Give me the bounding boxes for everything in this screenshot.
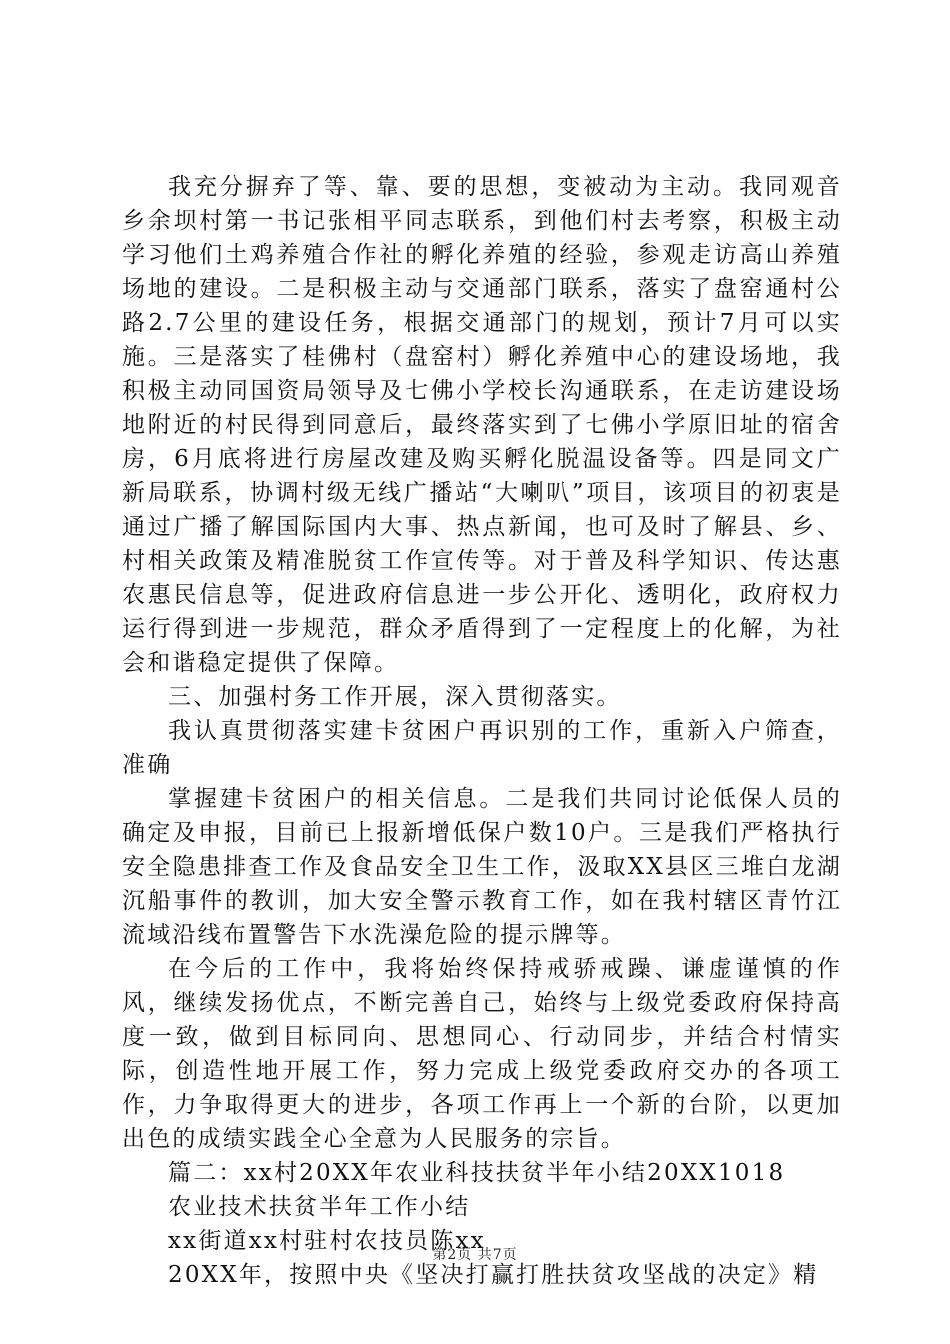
- article-title: 篇二：xx村20XX年农业科技扶贫半年小结20XX1018: [168, 1160, 786, 1186]
- author-line: xx街道xx村驻村农技员陈xx: [168, 1228, 486, 1254]
- section-heading: 三、加强村务工作开展，深入贯彻落实。: [168, 684, 622, 710]
- paragraph: 在今后的工作中，我将始终保持戒骄戒躁、谦虚谨慎的作风，继续发扬优点，不断完善自己，始终与上级党委政府保持高度一致，做到目标同向、思想同心、行动同步，并结合村情实际，创造性地开展工作，努力完成上级党委政府交办的各项工作，力争取得更大的进步，各项工作再上一个新的台阶，以更加出色的成绩实践全心全意为人民服务的宗旨。: [122, 956, 842, 1152]
- paragraph: 20XX年，按照中央《坚决打赢打胜扶贫攻坚战的决定》精: [168, 1262, 819, 1288]
- paragraph: 掌握建卡贫困户的相关信息。二是我们共同讨论低保人员的确定及申报，目前已上报新增低保户数10户。三是我们严格执行安全隐患排查工作及食品安全卫生工作，汲取XX县区三堆白龙湖沉船事件的教训，加大安全警示教育工作，如在我村辖区青竹江流域沿线布置警告下水洗澡危险的提示牌等。: [122, 786, 842, 948]
- paragraph: 我充分摒弃了等、靠、要的思想，变被动为主动。我同观音乡余坝村第一书记张相平同志联系，到他们村去考察，积极主动学习他们土鸡养殖合作社的孵化养殖的经验，参观走访高山养殖场地的建设。二是积极主动与交通部门联系，落实了盘窑通村公路2.7公里的建设任务，根据交通部门的规划，预计7月可以实施。三是落实了桂佛村（盘窑村）孵化养殖中心的建设场地，我积极主动同国资局领导及七佛小学校长沟通联系，在走访建设场地附近的村民得到同意后，最终落实到了七佛小学原旧址的宿舍房，6月底将进行房屋改建及购买孵化脱温设备等。四是同文广新局联系，协调村级无线广播站“大喇叭”项目，该项目的初衷是通过广播了解国际国内大事、热点新闻，也可及时了解县、乡、村相关政策及精准脱贫工作宣传等。对于普及科学知识、传达惠农惠民信息等，促进政府信息进一步公开化、透明化，政府权力运行得到进一步规范，群众矛盾得到了一定程度上的化解，为社会和谐稳定提供了保障。: [122, 174, 842, 676]
- article-subtitle: 农业技术扶贫半年工作小结: [168, 1194, 471, 1220]
- document-body: [122, 170, 842, 1292]
- paragraph: 我认真贯彻落实建卡贫困户再识别的工作，重新入户筛查，准确: [122, 718, 842, 778]
- page-footer: 第2页 共7页: [432, 1247, 518, 1263]
